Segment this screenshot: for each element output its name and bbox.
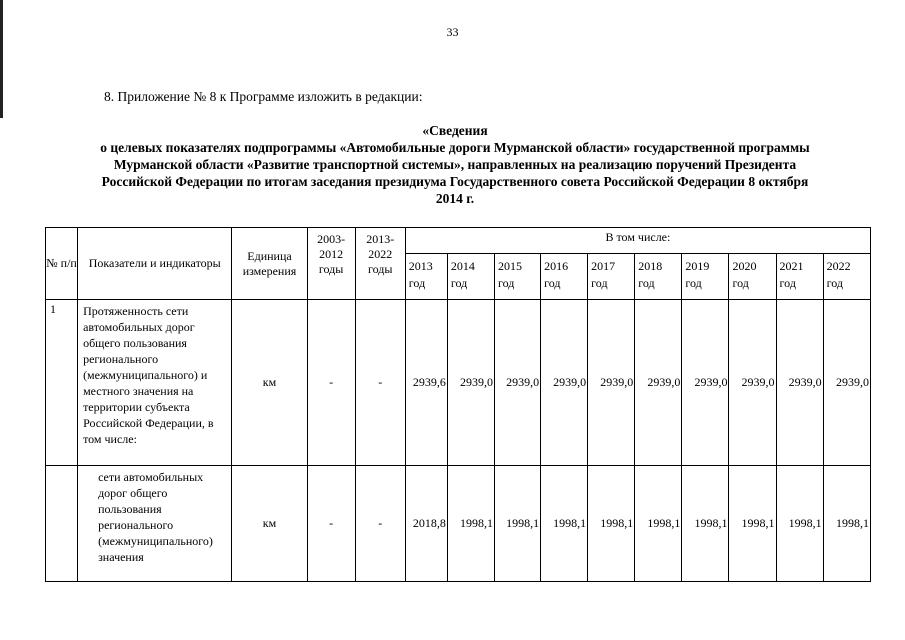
year-label: 2016 <box>544 259 569 273</box>
row-number <box>46 466 78 582</box>
year-suffix: год <box>779 276 796 290</box>
year-suffix: год <box>497 276 515 290</box>
heading-line-1: «Сведения <box>422 123 488 138</box>
year-label: 2018 <box>638 259 663 273</box>
heading-line-5: 2014 г. <box>435 191 475 206</box>
year-label: 2020 <box>732 259 757 273</box>
document-heading <box>40 122 870 207</box>
unit-value: км <box>232 300 307 466</box>
col-header-including: В том числе: <box>405 228 870 254</box>
year-suffix: год <box>544 276 561 290</box>
value-2013-2022: - <box>355 466 405 582</box>
year-value: 1998,1 <box>588 466 635 582</box>
year-value: 1998,1 <box>776 466 823 582</box>
col-header-2003-2012: 2003-2012 годы <box>307 228 355 300</box>
year-value: 1998,1 <box>635 466 682 582</box>
indicator-name: Протяженность сети автомобильных дорог общего пользования регионального (межмуниципального) и местного значения на территории субъекта Российской Федерации, в том числе: <box>78 300 232 466</box>
year-label: 2022 <box>826 259 851 273</box>
col-header-indicator: Показатели и индикаторы <box>78 228 232 300</box>
year-value: 2939,0 <box>823 300 870 466</box>
year-label: 2014 <box>450 259 475 273</box>
year-value: 1998,1 <box>682 466 729 582</box>
col-header-year <box>776 254 823 300</box>
year-value: 1998,1 <box>729 466 776 582</box>
col-header-year <box>682 254 729 300</box>
year-value: 2939,0 <box>729 300 776 466</box>
page-number: 33 <box>446 25 459 39</box>
col-header-2013-2022: 2013-2022 годы <box>355 228 405 300</box>
value-2013-2022: - <box>355 300 405 466</box>
heading-line-2: о целевых показателях подпрограммы «Автомобильные дороги Мурманской области» государственной программы <box>100 140 810 155</box>
year-value: 2939,0 <box>494 300 540 466</box>
row-number: 1 <box>46 300 78 466</box>
col-header-year <box>823 254 870 300</box>
year-value: 1998,1 <box>541 466 588 582</box>
col-header-year <box>494 254 540 300</box>
year-value: 1998,1 <box>823 466 870 582</box>
year-value: 1998,1 <box>447 466 494 582</box>
indicators-table <box>45 227 871 582</box>
col-header-year <box>588 254 635 300</box>
year-label: 2013 <box>408 259 433 273</box>
year-value: 2018,8 <box>405 466 447 582</box>
year-value: 1998,1 <box>494 466 540 582</box>
year-suffix: год <box>591 276 608 290</box>
table-row <box>46 300 871 466</box>
indicator-name: сети автомобильных дорог общего пользования регионального (межмуниципального) значения <box>78 466 232 582</box>
col-header-year <box>541 254 588 300</box>
col-header-num: № п/п <box>46 228 78 300</box>
year-value: 2939,0 <box>588 300 635 466</box>
col-header-year <box>635 254 682 300</box>
year-label: 2021 <box>779 259 804 273</box>
year-suffix: год <box>732 276 749 290</box>
col-header-unit: Единица измерения <box>232 228 307 300</box>
heading-line-4: Российской Федерации по итогам заседания президиума Государственного совета Российской Федерации 8 октября <box>101 174 809 189</box>
year-suffix: год <box>408 276 426 290</box>
table-row <box>46 466 871 582</box>
year-suffix: год <box>826 276 844 290</box>
value-2003-2012: - <box>307 466 355 582</box>
page-edge-bar <box>0 0 3 118</box>
year-suffix: год <box>450 276 468 290</box>
year-value: 2939,0 <box>682 300 729 466</box>
year-suffix: год <box>638 276 655 290</box>
year-label: 2017 <box>591 259 616 273</box>
year-label: 2015 <box>497 259 522 273</box>
year-value: 2939,0 <box>635 300 682 466</box>
col-header-year <box>405 254 447 300</box>
year-value: 2939,0 <box>541 300 588 466</box>
year-value: 2939,6 <box>405 300 447 466</box>
year-suffix: год <box>685 276 702 290</box>
unit-value: км <box>232 466 307 582</box>
col-header-year <box>729 254 776 300</box>
value-2003-2012: - <box>307 300 355 466</box>
col-header-year <box>447 254 494 300</box>
heading-line-3: Мурманской области «Развитие транспортной системы», направленных на реализацию поручений Президента <box>113 157 797 172</box>
year-value: 2939,0 <box>776 300 823 466</box>
intro-paragraph: 8. Приложение № 8 к Программе изложить в редакции: <box>104 89 423 104</box>
year-label: 2019 <box>685 259 710 273</box>
year-value: 2939,0 <box>447 300 494 466</box>
